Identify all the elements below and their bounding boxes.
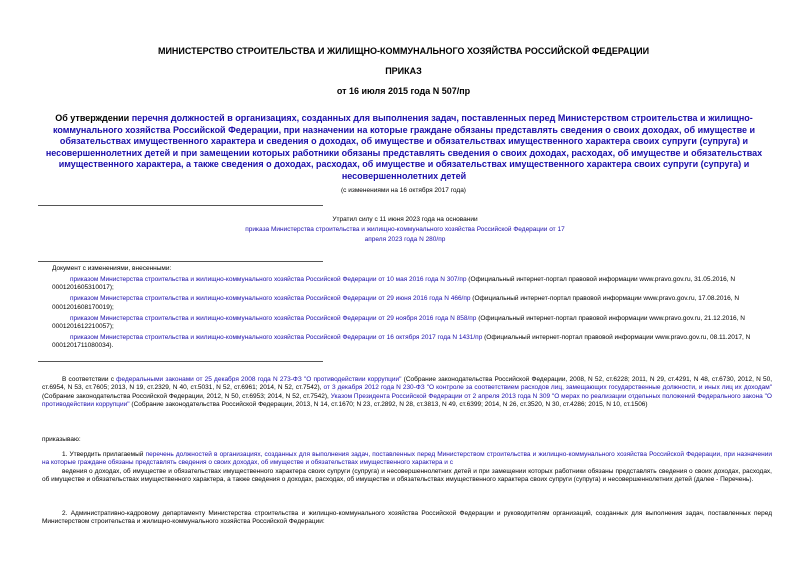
list-item: приказом Министерства строительства и жилищно-коммунального хозяйства Российской Федерации от 10 мая 2016 года N 307/пр (Официальный интернет-портал правовой информации www.pravo.gov.ru, 31.05.2016, N 0001201605310017); <box>52 275 736 292</box>
lost-force-line: Утратил силу с 11 июня 2023 года на основании <box>332 216 478 223</box>
item-1-paragraph: 1. Утвердить прилагаемый перечень должностей в организациях, созданных для выполнения задач, поставленных перед Министерством строительства и жилищно-коммунального хозяйства Российской Федерации, при назначении на которые граждане обязаны представлять сведения о своих доходах, об имуществе и обязательствах имущественного характера и с ведения о доходах, об имуществе и обязательствах имущественного характера своих супруги (супруга) и несовершеннолетних детей и при замещении которых работники обязаны представлять сведения о своих доходах, расходах, об имуществе и обязательствах имущественного характера, а также сведения о доходах, расходах, об имуществе и обязательствах имущественного характера своих супруги (супруга) и несовершеннолетних детей (далее - Перечень). <box>42 451 772 484</box>
doc-type-heading: ПРИКАЗ <box>385 66 422 76</box>
amendment-note: (с изменениями на 16 октября 2017 года) <box>341 187 466 194</box>
title-link[interactable]: перечня должностей в организациях, созданных для выполнения задач, поставленных перед Министерством строительства и жилищно-коммунального хозяйства Российской Федерации, при назначении на которые граждане обязаны представлять сведения о своих доходах, об имуществе и обязательствах имущественного характера и сведения о доходах, об имуществе и обязательствах имущественного характера своих супруги (супруга) и несовершеннолетних детей и при замещении которых работники обязаны представлять сведения о своих доходах, расходах, об имуществе и обязательствах имущественного характера, а также сведения о доходах, расходах, об имуществе и обязательствах имущественного характера своих супруги (супруга) и несовершеннолетних детей <box>45 113 763 181</box>
changes-list <box>52 265 772 353</box>
changes-intro: Документ с изменениями, внесенными: <box>52 265 172 272</box>
divider-top <box>38 205 323 206</box>
title-prefix: Об утверждении <box>55 113 132 123</box>
ministry-heading: МИНИСТЕРСТВО СТРОИТЕЛЬСТВА И ЖИЛИЩНО-КОММУНАЛЬНОГО ХОЗЯЙСТВА РОССИЙСКОЙ ФЕДЕРАЦИИ <box>157 46 650 56</box>
lost-force-note <box>240 215 570 245</box>
divider-mid <box>38 261 323 262</box>
change-link-1[interactable]: приказом Министерства строительства и жилищно-коммунального хозяйства Российской Федерации от 10 мая 2016 года N 307/пр <box>70 275 467 283</box>
list-item: приказом Министерства строительства и жилищно-коммунального хозяйства Российской Федерации от 29 июня 2016 года N 466/пр (Официальный интернет-портал правовой информации www.pravo.gov.ru, 17.08.2016, N 0001201608170019); <box>52 295 740 311</box>
list-item: приказом Министерства строительства и жилищно-коммунального хозяйства Российской Федерации от 29 ноября 2016 года N 858/пр (Официальный интернет-портал правовой информации www.pravo.gov.ru, 21.12.2016, N 0001201612210057); <box>52 314 745 330</box>
order-word: приказываю: <box>42 436 81 443</box>
divider-bottom <box>38 361 323 362</box>
list-item: приказом Министерства строительства и жилищно-коммунального хозяйства Российской Федерации от 16 октября 2017 года N 1431/пр (Официальный интернет-портал правовой информации www.pravo.gov.ru, 08.11.2017, N 0001201711080034). <box>52 333 751 350</box>
basis-link-273fz[interactable]: федеральными законами от 25 декабря 2008 года N 273-ФЗ "О противодействии коррупции" <box>116 376 402 383</box>
change-link-4[interactable]: приказом Министерства строительства и жилищно-коммунального хозяйства Российской Федерации от 16 октября 2017 года N 1431/пр <box>70 333 483 341</box>
document-title <box>44 113 764 183</box>
basis-link-230fz[interactable]: от 3 декабря 2012 года N 230-ФЗ "О контроле за соответствием расходов лиц, замещающих государственные должности, и иных лиц их доходам" <box>323 384 772 392</box>
basis-link-ukaz-309[interactable]: Указом Президента Российской Федерации от 2 апреля 2013 года N 309 "О мерах по реализации отдельных положений Федерального закона "О противодействии коррупции" <box>42 392 772 409</box>
item-2-paragraph: 2. Административно-кадровому департаменту Министерства строительства и жилищно-коммунального хозяйства Российской Федерации и руководителям организаций, созданных для выполнения задач, поставленных перед Министерством строительства и жилищно-коммунального хозяйства Российской Федерации: <box>42 510 772 526</box>
basis-paragraph: В соответствии с федеральными законами от 25 декабря 2008 года N 273-ФЗ "О противодействии коррупции" (Собрание законодательства Российской Федерации, 2008, N 52, ст.6228; 2011, N 29, ст.4291, N 48, ст.6730, 2012, N 50, ст.6954, N 53, ст.7605; 2013, N 19, ст.2329, N 40, ст.5031, N 52, ст.6961; 2014, N 52, ст.7542), от 3 декабря 2012 года N 230-ФЗ "О контроле за соответствием расходов лиц, замещающих государственные должности, и иных лиц их доходам" (Собрание законодательства Российской Федерации, 2012, N 50, ст.6953; 2014, N 52, ст.7542), Указом Президента Российской Федерации от 2 апреля 2013 года N 309 "О мерах по реализации отдельных положений Федерального закона "О противодействии коррупции" (Собрание законодательства Российской Федерации, 2013, N 14, ст.1670; N 23, ст.2892, N 28, ст.3813, N 49, ст.6399; 2014, N 26, ст.3520, N 30, ст.4286; 2015, N 10, ст.1506) <box>42 376 772 409</box>
change-link-2[interactable]: приказом Министерства строительства и жилищно-коммунального хозяйства Российской Федерации от 29 июня 2016 года N 466/пр <box>70 295 471 303</box>
lost-force-link[interactable]: приказа Министерства строительства и жилищно-коммунального хозяйства Российской Федерации от 17 апреля 2023 года N 280/пр <box>245 226 565 243</box>
change-link-3[interactable]: приказом Министерства строительства и жилищно-коммунального хозяйства Российской Федерации от 29 ноября 2016 года N 858/пр <box>70 314 477 322</box>
doc-date-number: от 16 июля 2015 года N 507/пр <box>336 86 471 96</box>
item-1-continuation: ведения о доходах, об имуществе и обязательствах имущественного характера своих супруги (супруга) и несовершеннолетних детей и при замещении которых работники обязаны представлять сведения о своих доходах, расходах, об имуществе и обязательствах имущественного характера, а также сведения о доходах, расходах, об имуществе и обязательствах имущественного характера своих супруги (супруга) и несовершеннолетних детей (далее - Перечень). <box>42 467 772 484</box>
item-1-link[interactable]: перечень должностей в организациях, созданных для выполнения задач, поставленных перед Министерством строительства и жилищно-коммунального хозяйства Российской Федерации, при назначении на которые граждане обязаны представлять сведения о своих доходах, об имуществе и обязательствах имущественного характера и с <box>42 451 772 467</box>
